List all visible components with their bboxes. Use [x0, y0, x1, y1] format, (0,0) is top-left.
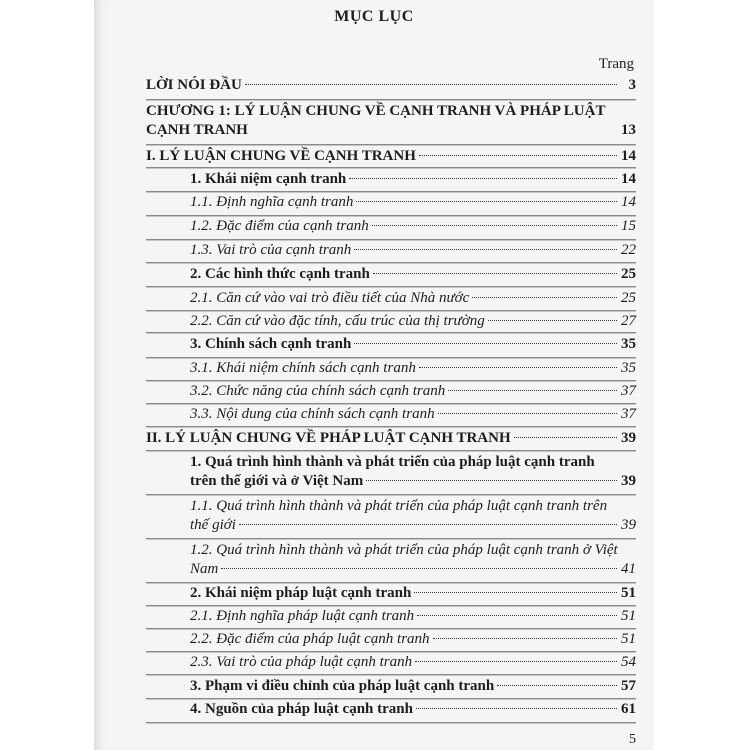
toc-entry-page: 27 — [621, 313, 636, 329]
leader-dots — [497, 685, 617, 686]
toc-entry-label-line2: Nam — [190, 561, 219, 577]
row-divider — [146, 379, 636, 381]
toc-entry-label: 1. Khái niệm cạnh tranh — [190, 171, 347, 187]
toc-entry — [190, 289, 636, 307]
toc-entry-page: 13 — [621, 122, 636, 138]
toc-entry — [190, 335, 636, 353]
row-divider — [146, 238, 636, 240]
toc-entry — [190, 217, 636, 235]
toc-entry — [190, 607, 636, 625]
toc-entry — [190, 241, 636, 259]
leader-dots — [417, 615, 617, 616]
leader-dots — [438, 413, 617, 414]
toc-entry-label: 2. Các hình thức cạnh tranh — [190, 266, 370, 282]
toc-entry — [190, 497, 636, 515]
toc-entry-label: 3. Chính sách cạnh tranh — [190, 336, 352, 352]
toc-entry — [146, 429, 636, 447]
row-divider — [146, 493, 636, 495]
toc-entry-cont — [190, 516, 636, 534]
toc-entry-page: 37 — [621, 406, 636, 422]
toc-entry — [190, 265, 636, 283]
row-divider — [146, 673, 636, 675]
row-divider — [146, 449, 636, 451]
toc-entry-label: II. LÝ LUẬN CHUNG VỀ PHÁP LUẬT CẠNH TRANH — [146, 430, 511, 446]
leader-dots — [372, 225, 617, 226]
toc-entry-page: 51 — [621, 631, 636, 647]
row-divider — [146, 143, 636, 145]
toc-entry-label: 1.3. Vai trò của cạnh tranh — [190, 242, 352, 258]
toc-entry — [190, 677, 636, 695]
toc-entry-page: 37 — [621, 383, 636, 399]
toc-entry-label: 2. Khái niệm pháp luật cạnh tranh — [190, 585, 412, 601]
toc-entry-page: 14 — [621, 148, 636, 164]
toc-entry-cont — [190, 560, 636, 578]
toc-entry — [146, 102, 636, 120]
toc-entry — [190, 453, 636, 471]
page-number: 5 — [629, 732, 636, 747]
row-divider — [146, 697, 636, 699]
leader-dots — [419, 155, 617, 156]
toc-entry-page: 14 — [621, 194, 636, 210]
toc-entry — [146, 147, 636, 165]
toc-entry-page: 15 — [621, 218, 636, 234]
row-divider — [146, 166, 636, 168]
toc-entry-page: 35 — [621, 360, 636, 376]
leader-dots — [356, 201, 617, 202]
toc-entry-label-line2: trên thế giới và ở Việt Nam — [190, 473, 364, 489]
leader-dots — [472, 297, 617, 298]
toc-entry-label-line1: 1. Quá trình hình thành và phát triển của pháp luật cạnh tranh — [190, 454, 595, 470]
toc-entry-label: 2.3. Vai trò của pháp luật cạnh tranh — [190, 654, 413, 670]
page-column-header: Trang — [598, 56, 634, 72]
row-divider — [146, 261, 636, 263]
toc-entry-label: 3.3. Nội dung của chính sách cạnh tranh — [190, 406, 435, 422]
book-page — [94, 0, 654, 750]
toc-entry-page: 51 — [621, 585, 636, 601]
row-divider — [146, 190, 636, 192]
row-divider — [146, 581, 636, 583]
toc-entry — [190, 405, 636, 423]
toc-entry — [190, 312, 636, 330]
toc-entry-page: 57 — [621, 678, 636, 694]
toc-entry-label-line2: CẠNH TRANH — [146, 122, 248, 138]
leader-dots — [415, 661, 617, 662]
leader-dots — [221, 568, 617, 569]
toc-entry-label: 1.1. Định nghĩa cạnh tranh — [190, 194, 354, 210]
toc-entry-page: 25 — [621, 266, 636, 282]
toc-entry-label-line1: 1.2. Quá trình hình thành và phát triển của pháp luật cạnh tranh ở Việt — [190, 542, 618, 558]
toc-entry-page: 14 — [621, 171, 636, 187]
toc-entry-label: 2.2. Đặc điểm của pháp luật cạnh tranh — [190, 631, 430, 647]
toc-entry-cont — [190, 472, 636, 490]
leader-dots — [239, 524, 617, 525]
row-divider — [146, 214, 636, 216]
toc-entry-page: 39 — [621, 473, 636, 489]
toc-entry-page: 61 — [621, 701, 636, 717]
toc-entry-page: 35 — [621, 336, 636, 352]
toc-entry — [190, 653, 636, 671]
leader-space — [251, 129, 617, 130]
toc-entry-label: LỜI NÓI ĐẦU — [146, 77, 242, 93]
toc-entry-label: 3.1. Khái niệm chính sách cạnh tranh — [190, 360, 416, 376]
toc-entry — [190, 630, 636, 648]
leader-dots — [433, 638, 617, 639]
toc-entry-label: 3. Phạm vi điều chỉnh của pháp luật cạnh tranh — [190, 678, 495, 694]
leader-dots — [414, 592, 617, 593]
leader-dots — [448, 390, 617, 391]
leader-dots — [416, 708, 617, 709]
table-of-contents — [94, 0, 654, 750]
toc-entry-label-line1: 1.1. Quá trình hình thành và phát triển của pháp luật cạnh tranh trên — [190, 498, 608, 514]
row-divider — [146, 331, 636, 333]
toc-entry-label: 3.2. Chức năng của chính sách cạnh tranh — [190, 383, 446, 399]
leader-dots — [354, 249, 617, 250]
toc-title: MỤC LỤC — [334, 8, 414, 25]
leader-dots — [245, 84, 617, 85]
toc-entry-cont — [146, 121, 636, 139]
toc-entry — [190, 382, 636, 400]
toc-entry — [190, 193, 636, 211]
leader-dots — [373, 273, 617, 274]
toc-entry-page: 3 — [628, 77, 636, 93]
row-divider — [146, 402, 636, 404]
row-divider — [146, 285, 636, 287]
leader-dots — [354, 343, 617, 344]
leader-dots — [366, 480, 617, 481]
toc-entry-label: 2.1. Căn cứ vào vai trò điều tiết của Nhà nước — [190, 290, 470, 306]
toc-entry — [190, 700, 636, 718]
toc-entry-page: 39 — [621, 517, 636, 533]
toc-entry-page: 54 — [621, 654, 636, 670]
toc-entry-label: 1.2. Đặc điểm của cạnh tranh — [190, 218, 369, 234]
toc-entry-label: 4. Nguồn của pháp luật cạnh tranh — [190, 701, 413, 717]
toc-entry-page: 22 — [621, 242, 636, 258]
leader-dots — [349, 178, 617, 179]
leader-dots — [419, 367, 617, 368]
row-divider — [146, 650, 636, 652]
row-divider — [146, 425, 636, 427]
toc-entry-label-line1: CHƯƠNG 1: LÝ LUẬN CHUNG VỀ CẠNH TRANH VÀ PHÁP LUẬT — [146, 103, 606, 119]
toc-entry-label: I. LÝ LUẬN CHUNG VỀ CẠNH TRANH — [146, 148, 416, 164]
toc-entry-label: 2.1. Định nghĩa pháp luật cạnh tranh — [190, 608, 415, 624]
row-divider — [146, 721, 636, 723]
toc-entry-page: 41 — [621, 561, 636, 577]
row-divider — [146, 604, 636, 606]
toc-entry — [190, 541, 636, 559]
toc-entry — [146, 76, 636, 94]
row-divider — [146, 627, 636, 629]
toc-entry — [190, 584, 636, 602]
toc-entry-page: 39 — [621, 430, 636, 446]
toc-entry-label: 2.2. Căn cứ vào đặc tính, cấu trúc của thị trường — [190, 313, 485, 329]
toc-entry-page: 51 — [621, 608, 636, 624]
row-divider — [146, 309, 636, 311]
row-divider — [146, 356, 636, 358]
toc-entry-page: 25 — [621, 290, 636, 306]
leader-dots — [514, 437, 617, 438]
leader-dots — [488, 320, 617, 321]
toc-entry — [190, 359, 636, 377]
toc-entry-label-line2: thế giới — [190, 517, 236, 533]
row-divider — [146, 537, 636, 539]
row-divider — [146, 98, 636, 100]
toc-entry — [190, 170, 636, 188]
